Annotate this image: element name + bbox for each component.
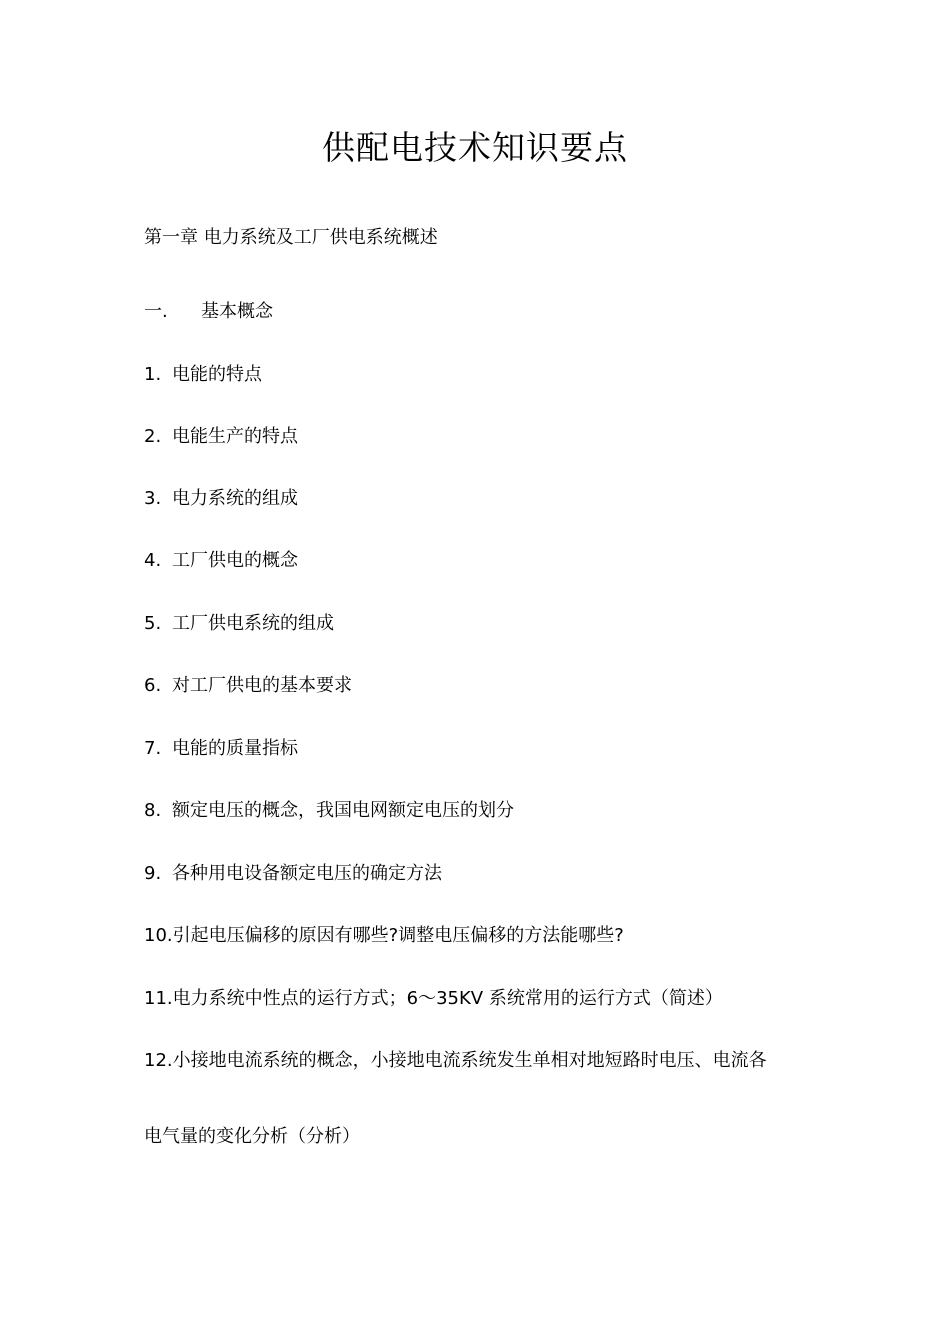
list-item-number: 1.	[144, 364, 162, 385]
list-item-number: 4.	[144, 550, 162, 571]
list-item-number: 12.	[144, 1050, 173, 1071]
list-item	[144, 611, 334, 637]
list-item	[144, 861, 442, 887]
list-item-number: 8.	[144, 800, 162, 821]
list-item	[144, 486, 298, 512]
list-item-continuation: 电气量的变化分析（分析）	[144, 1126, 360, 1147]
list-item-text: 电力系统中性点的运行方式；6～35KV 系统常用的运行方式（简述）	[172, 988, 723, 1009]
list-item-text: 引起电压偏移的原因有哪些?调整电压偏移的方法能哪些?	[172, 925, 624, 946]
list-item-text: 各种用电设备额定电压的确定方法	[172, 863, 442, 884]
list-item-number: 11.	[144, 988, 173, 1009]
list-item	[144, 736, 298, 762]
list-item	[144, 673, 352, 699]
list-item-text: 工厂供电系统的组成	[172, 613, 334, 634]
list-item	[144, 798, 514, 824]
list-item-number: 2.	[144, 426, 162, 447]
section-number: 一.	[144, 301, 168, 322]
list-item	[144, 424, 298, 450]
list-item-text: 电力系统的组成	[172, 488, 298, 509]
list-item	[144, 986, 723, 1012]
list-item-number: 5.	[144, 613, 162, 634]
section-heading	[144, 299, 273, 325]
list-item	[144, 1048, 767, 1074]
list-item-text: 额定电压的概念，我国电网额定电压的划分	[172, 800, 514, 821]
list-item-text: 工厂供电的概念	[172, 550, 298, 571]
list-item	[144, 362, 262, 388]
list-item-number: 7.	[144, 738, 162, 759]
list-item-text: 电能的特点	[172, 364, 262, 385]
list-item-number: 3.	[144, 488, 162, 509]
list-item-number: 9.	[144, 863, 162, 884]
list-item-number: 10.	[144, 925, 173, 946]
list-item-text: 对工厂供电的基本要求	[172, 675, 352, 696]
list-item-text: 电能生产的特点	[172, 426, 298, 447]
list-item	[144, 548, 298, 574]
list-item-text: 小接地电流系统的概念，小接地电流系统发生单相对地短路时电压、电流各	[172, 1050, 767, 1071]
list-item	[144, 923, 624, 949]
list-item-number: 6.	[144, 675, 162, 696]
chapter-heading: 第一章 电力系统及工厂供电系统概述	[144, 227, 438, 248]
list-item-text: 电能的质量指标	[172, 738, 298, 759]
document-title: 供配电技术知识要点	[322, 128, 628, 167]
section-label: 基本概念	[201, 301, 273, 322]
